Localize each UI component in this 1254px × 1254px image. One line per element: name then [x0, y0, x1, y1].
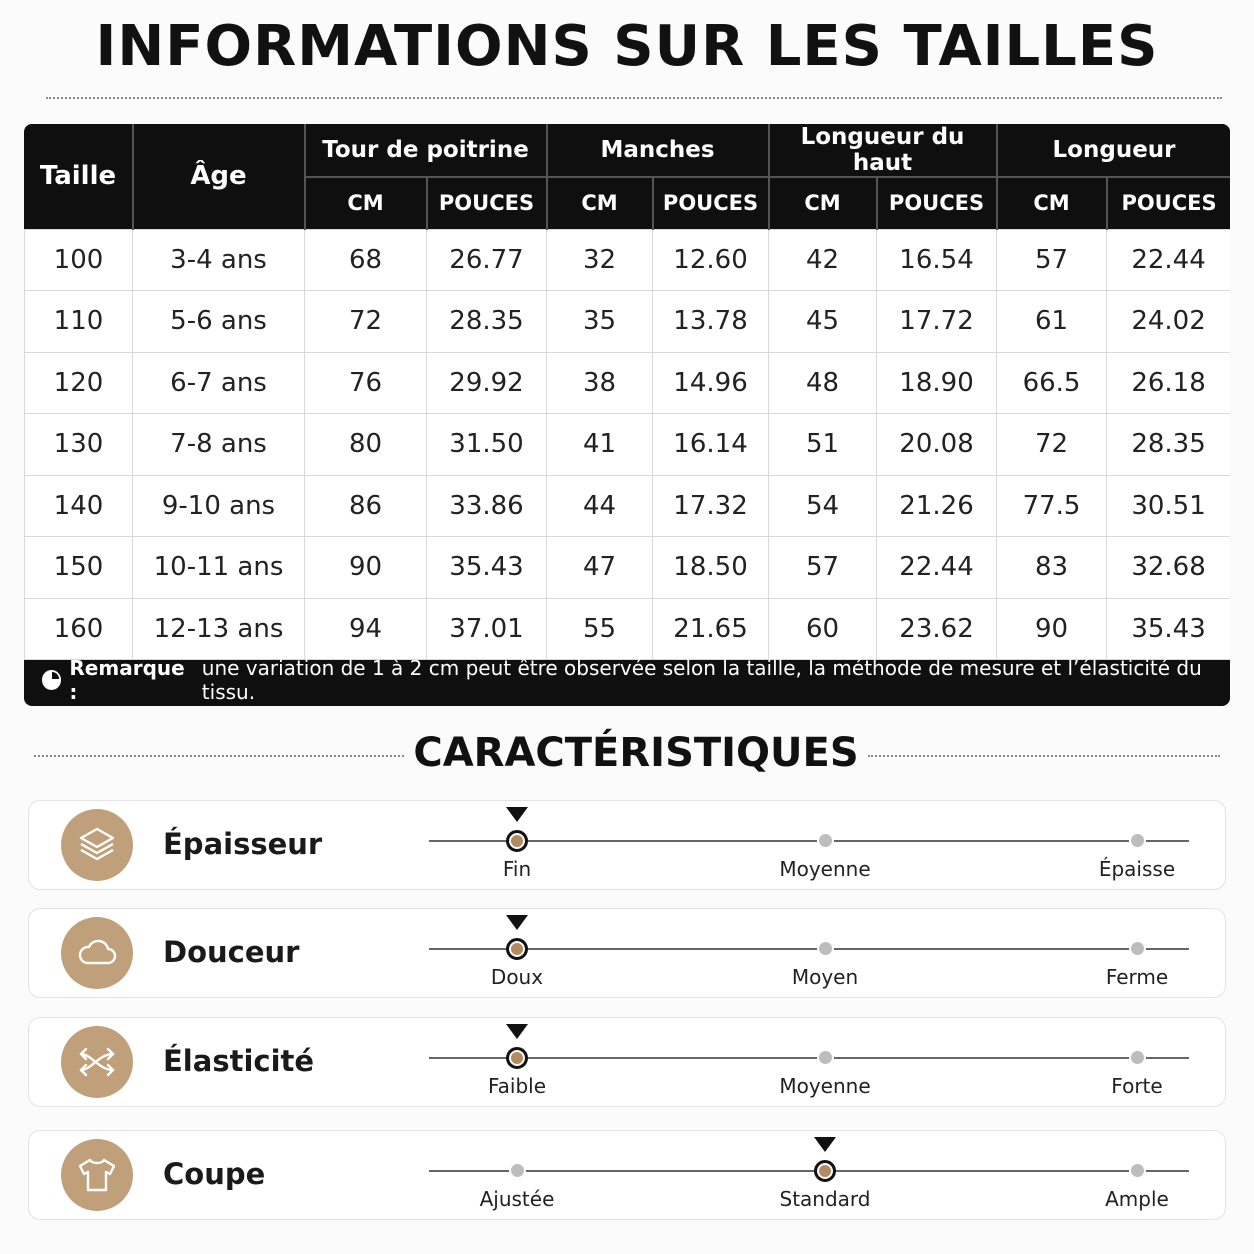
- features-divider-left: [34, 755, 404, 757]
- table-cell: 120: [25, 352, 133, 414]
- note-label: Remarque :: [69, 656, 185, 704]
- table-cell: 22.44: [1107, 229, 1230, 291]
- table-cell: 10-11 ans: [133, 537, 305, 599]
- table-cell: 30.51: [1107, 475, 1230, 537]
- table-cell: 61: [997, 291, 1107, 353]
- scale-track: [429, 1170, 1189, 1172]
- table-cell: 37.01: [427, 598, 547, 660]
- scale-option-label: Moyen: [791, 965, 859, 989]
- table-cell: 130: [25, 414, 133, 476]
- scale-marker-selected: [814, 1160, 836, 1182]
- header-manches: Manches: [547, 124, 769, 177]
- table-row: [25, 291, 1231, 353]
- scale-track: [429, 840, 1189, 842]
- table-cell: 83: [997, 537, 1107, 599]
- scale-option-label: Épaisse: [1098, 857, 1176, 881]
- table-cell: 160: [25, 598, 133, 660]
- scale-option-label: Doux: [490, 965, 544, 989]
- scale-marker-selected: [506, 830, 528, 852]
- header-longueur-du-haut: Longueur du haut: [769, 124, 997, 177]
- table-cell: 24.02: [1107, 291, 1230, 353]
- table-cell: 86: [305, 475, 427, 537]
- table-cell: 72: [997, 414, 1107, 476]
- header-unit-cm: CM: [997, 177, 1107, 229]
- table-cell: 45: [769, 291, 877, 353]
- header-unit-cm: CM: [769, 177, 877, 229]
- feature-badge: [61, 917, 133, 989]
- table-cell: 14.96: [653, 352, 769, 414]
- table-cell: 28.35: [1107, 414, 1230, 476]
- table-cell: 51: [769, 414, 877, 476]
- feature-badge: [61, 809, 133, 881]
- scale-marker: [817, 1049, 834, 1066]
- size-table: [24, 124, 1230, 660]
- size-table-panel: [24, 124, 1230, 706]
- scale-marker: [1129, 940, 1146, 957]
- table-cell: 72: [305, 291, 427, 353]
- table-cell: 48: [769, 352, 877, 414]
- table-cell: 60: [769, 598, 877, 660]
- table-cell: 5-6 ans: [133, 291, 305, 353]
- table-cell: 35.43: [427, 537, 547, 599]
- scale-option-label: Moyenne: [779, 857, 871, 881]
- feature-card: [28, 1130, 1226, 1220]
- note-banner: [24, 654, 1230, 706]
- table-cell: 35.43: [1107, 598, 1230, 660]
- table-cell: 16.14: [653, 414, 769, 476]
- selected-pointer-icon: [506, 1024, 528, 1039]
- table-cell: 23.62: [877, 598, 997, 660]
- header-taille: Taille: [25, 124, 133, 229]
- table-cell: 94: [305, 598, 427, 660]
- table-cell: 32: [547, 229, 653, 291]
- table-cell: 66.5: [997, 352, 1107, 414]
- header-unit-cm: CM: [547, 177, 653, 229]
- scale-option-label: Ferme: [1105, 965, 1169, 989]
- feature-name: Élasticité: [163, 1044, 315, 1078]
- table-row: [25, 352, 1231, 414]
- table-cell: 9-10 ans: [133, 475, 305, 537]
- scale-option-label: Fin: [502, 857, 532, 881]
- table-cell: 150: [25, 537, 133, 599]
- table-cell: 21.26: [877, 475, 997, 537]
- table-cell: 35: [547, 291, 653, 353]
- feature-scale: [429, 909, 1189, 999]
- table-cell: 80: [305, 414, 427, 476]
- table-cell: 7-8 ans: [133, 414, 305, 476]
- scale-marker: [509, 1162, 526, 1179]
- header-longueur: Longueur: [997, 124, 1230, 177]
- feature-scale: [429, 801, 1189, 891]
- table-cell: 47: [547, 537, 653, 599]
- feature-name: Coupe: [163, 1157, 266, 1191]
- table-cell: 22.44: [877, 537, 997, 599]
- table-row: [25, 537, 1231, 599]
- table-cell: 18.50: [653, 537, 769, 599]
- table-cell: 100: [25, 229, 133, 291]
- header-unit-pouces: POUCES: [877, 177, 997, 229]
- scale-marker: [817, 940, 834, 957]
- table-cell: 32.68: [1107, 537, 1230, 599]
- table-cell: 90: [305, 537, 427, 599]
- scale-marker: [817, 832, 834, 849]
- selected-pointer-icon: [814, 1137, 836, 1152]
- table-cell: 68: [305, 229, 427, 291]
- header-unit-pouces: POUCES: [427, 177, 547, 229]
- table-cell: 38: [547, 352, 653, 414]
- selected-pointer-icon: [506, 915, 528, 930]
- scale-option-label: Moyenne: [779, 1074, 871, 1098]
- table-cell: 6-7 ans: [133, 352, 305, 414]
- header-unit-cm: CM: [305, 177, 427, 229]
- scale-track: [429, 948, 1189, 950]
- page-title: INFORMATIONS SUR LES TAILLES: [95, 14, 1159, 79]
- scale-option-label: Ample: [1105, 1187, 1169, 1211]
- feature-scale: [429, 1018, 1189, 1108]
- table-cell: 77.5: [997, 475, 1107, 537]
- header-age: Âge: [133, 124, 305, 229]
- table-cell: 54: [769, 475, 877, 537]
- table-cell: 42: [769, 229, 877, 291]
- feature-card: [28, 1017, 1226, 1107]
- table-cell: 18.90: [877, 352, 997, 414]
- table-cell: 33.86: [427, 475, 547, 537]
- table-cell: 26.18: [1107, 352, 1230, 414]
- scale-marker-selected: [506, 938, 528, 960]
- table-row: [25, 414, 1231, 476]
- feature-name: Épaisseur: [163, 827, 323, 861]
- scale-option-label: Ajustée: [479, 1187, 555, 1211]
- scale-marker: [1129, 832, 1146, 849]
- scale-option-label: Faible: [487, 1074, 547, 1098]
- feature-card: [28, 800, 1226, 890]
- scale-option-label: Standard: [779, 1187, 871, 1211]
- features-divider-right: [868, 755, 1220, 757]
- info-icon: [42, 670, 61, 690]
- header-tour-de-poitrine: Tour de poitrine: [305, 124, 547, 177]
- header-unit-pouces: POUCES: [1107, 177, 1230, 229]
- header-unit-pouces: POUCES: [653, 177, 769, 229]
- table-cell: 16.54: [877, 229, 997, 291]
- table-row: [25, 598, 1231, 660]
- table-cell: 41: [547, 414, 653, 476]
- table-cell: 76: [305, 352, 427, 414]
- selected-pointer-icon: [506, 807, 528, 822]
- feature-scale: [429, 1131, 1189, 1221]
- table-cell: 44: [547, 475, 653, 537]
- table-cell: 90: [997, 598, 1107, 660]
- table-cell: 55: [547, 598, 653, 660]
- table-row: [25, 229, 1231, 291]
- table-cell: 17.72: [877, 291, 997, 353]
- table-cell: 110: [25, 291, 133, 353]
- scale-marker: [1129, 1162, 1146, 1179]
- note-text: une variation de 1 à 2 cm peut être observée selon la taille, la méthode de mesure et l’élasticité du tissu.: [201, 656, 1202, 704]
- table-cell: 13.78: [653, 291, 769, 353]
- table-cell: 12-13 ans: [133, 598, 305, 660]
- feature-card: [28, 908, 1226, 998]
- table-cell: 26.77: [427, 229, 547, 291]
- table-cell: 31.50: [427, 414, 547, 476]
- scale-option-label: Forte: [1111, 1074, 1163, 1098]
- table-cell: 3-4 ans: [133, 229, 305, 291]
- scale-track: [429, 1057, 1189, 1059]
- features-header: [0, 730, 1254, 782]
- table-cell: 21.65: [653, 598, 769, 660]
- feature-badge: [61, 1026, 133, 1098]
- feature-badge: [61, 1139, 133, 1211]
- table-cell: 20.08: [877, 414, 997, 476]
- table-cell: 28.35: [427, 291, 547, 353]
- scale-marker: [1129, 1049, 1146, 1066]
- feature-name: Douceur: [163, 935, 300, 969]
- scale-marker-selected: [506, 1047, 528, 1069]
- table-cell: 57: [769, 537, 877, 599]
- table-cell: 12.60: [653, 229, 769, 291]
- table-cell: 17.32: [653, 475, 769, 537]
- table-cell: 57: [997, 229, 1107, 291]
- table-row: [25, 475, 1231, 537]
- table-cell: 140: [25, 475, 133, 537]
- table-cell: 29.92: [427, 352, 547, 414]
- features-title: CARACTÉRISTIQUES: [413, 730, 859, 776]
- title-divider: [46, 97, 1222, 99]
